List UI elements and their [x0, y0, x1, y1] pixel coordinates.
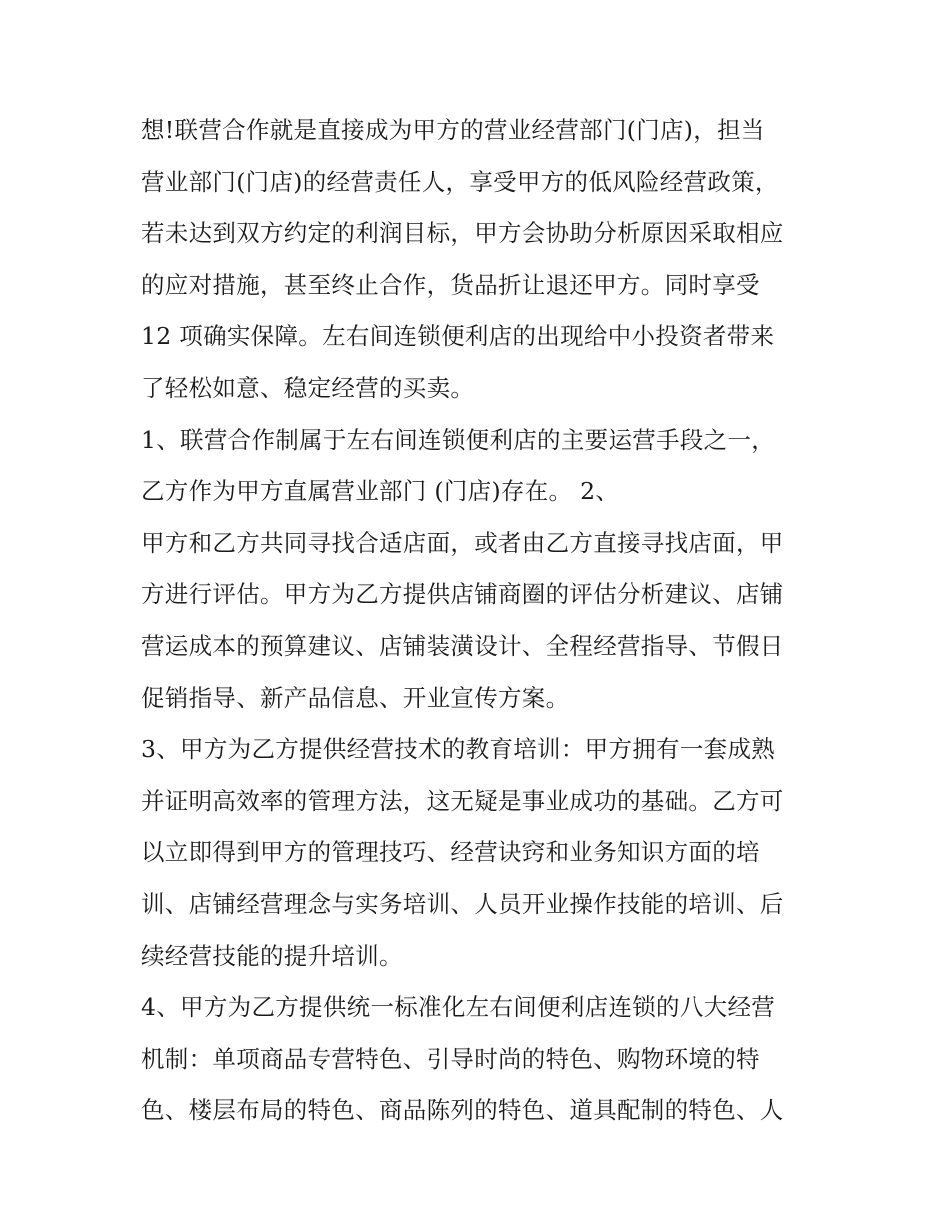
- text-line: 训、店铺经营理念与实务培训、人员开业操作技能的培训、后: [141, 889, 784, 918]
- text-line: 1、联营合作制属于左右间连锁便利店的主要运营手段之一，: [141, 425, 776, 454]
- text-line: 促销指导、新产品信息、开业宣传方案。: [141, 683, 570, 712]
- text-line: 3、甲方为乙方提供经营技术的教育培训：甲方拥有一套成熟: [141, 735, 776, 764]
- text-line: 并证明高效率的管理方法，这无疑是事业成功的基础。乙方可: [141, 786, 784, 815]
- text-line: 的应对措施，甚至终止合作，货品折让退还甲方。同时享受: [141, 270, 760, 299]
- text-line: 若未达到双方约定的利润目标，甲方会协助分析原因采取相应: [141, 219, 784, 248]
- text-line: 营运成本的预算建议、店铺装潢设计、全程经营指导、节假日: [141, 631, 784, 660]
- text-line: 12 项确实保障。左右间连锁便利店的出现给中小投资者带来: [141, 322, 775, 351]
- text-line: 4、甲方为乙方提供统一标准化左右间便利店连锁的八大经营: [141, 993, 776, 1022]
- text-line: 想!联营合作就是直接成为甲方的营业经营部门(门店)，担当: [141, 116, 765, 144]
- text-line: 乙方作为甲方直属营业部门 (门店)存在。 2、: [141, 477, 620, 506]
- text-line: 续经营技能的提升培训。: [141, 941, 403, 970]
- text-line: 了轻松如意、稳定经营的买卖。: [141, 373, 475, 402]
- text-line: 营业部门(门店)的经营责任人，享受甲方的低风险经营政策，: [141, 167, 779, 196]
- text-line: 甲方和乙方共同寻找合适店面，或者由乙方直接寻找店面，甲: [141, 528, 784, 557]
- text-line: 色、楼层布局的特色、商品陈列的特色、道具配制的特色、人: [141, 1096, 784, 1125]
- text-line: 方进行评估。甲方为乙方提供店铺商圈的评估分析建议、店铺: [141, 580, 784, 609]
- document-body: [141, 110, 821, 1142]
- text-line: 机制：单项商品专营特色、引导时尚的特色、购物环境的特: [141, 1044, 760, 1073]
- text-line: 以立即得到甲方的管理技巧、经营诀窍和业务知识方面的培: [141, 838, 760, 867]
